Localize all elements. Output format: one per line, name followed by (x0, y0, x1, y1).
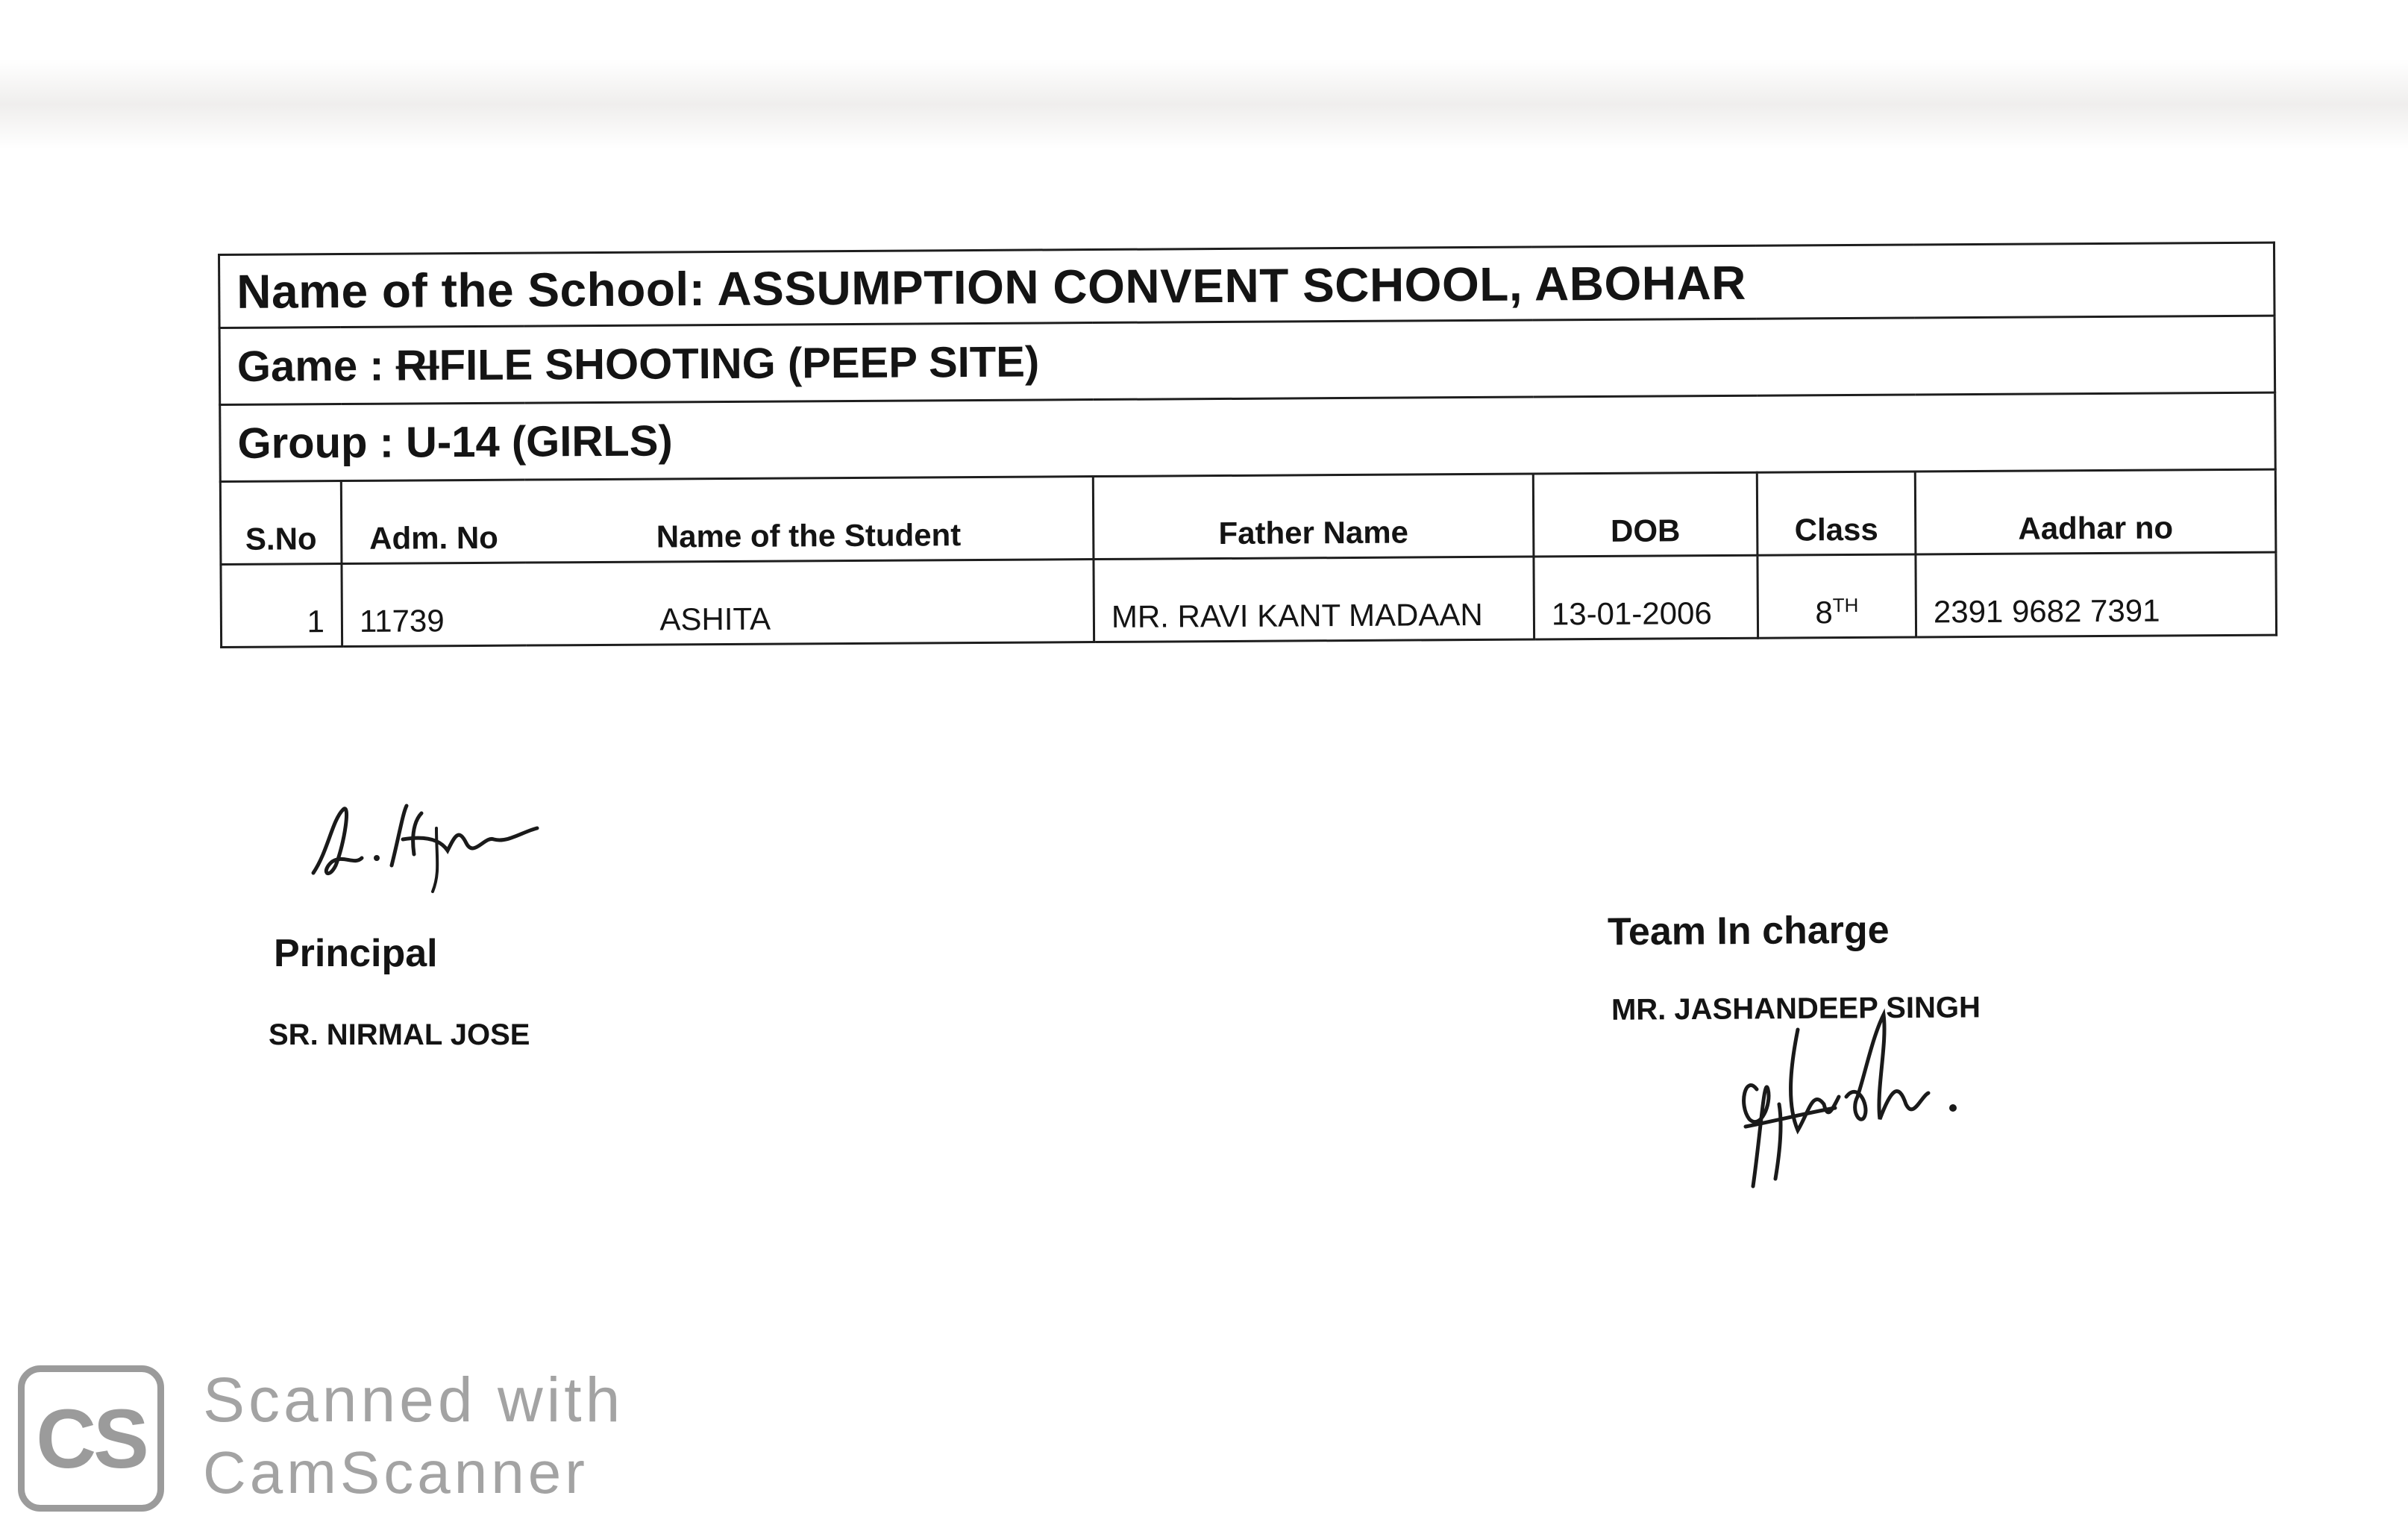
principal-signature (298, 783, 545, 895)
team-incharge-title: Team In charge (1607, 908, 1890, 954)
cell-father-name: MR. RAVI KANT MADAAN (1094, 557, 1534, 642)
principal-title: Principal (274, 932, 438, 975)
class-number: 8 (1815, 595, 1833, 630)
camscanner-badge-text: CS (36, 1391, 146, 1485)
cell-aadhar: 2391 9682 7391 (1916, 552, 2277, 637)
cell-class (1758, 554, 1916, 638)
group-row (220, 392, 2276, 481)
game-label: Game : (236, 341, 396, 391)
header-aadhar: Aadhar no (1915, 469, 2276, 554)
team-incharge-name: MR. JASHANDEEP SINGH (1611, 991, 1981, 1027)
table-row (221, 552, 2277, 647)
game-row (219, 316, 2275, 404)
class-suffix: TH (1832, 593, 1859, 617)
header-class: Class (1757, 472, 1916, 555)
team-incharge-signature (1716, 1000, 1984, 1194)
game-strikeout: RI (395, 340, 439, 390)
scan-shadow (0, 60, 2408, 149)
cell-student-name: ASHITA (525, 560, 1094, 646)
watermark-line-2: CamScanner (203, 1439, 589, 1506)
participant-table (218, 242, 2277, 648)
watermark-line-1: Scanned with (203, 1365, 624, 1435)
header-sno: S.No (220, 481, 342, 565)
header-father-name: Father Name (1093, 474, 1534, 559)
cell-dob: 13-01-2006 (1534, 555, 1758, 639)
game-cell (219, 316, 2275, 404)
principal-name: SR. NIRMAL JOSE (269, 1018, 530, 1051)
cell-sno: 1 (221, 564, 342, 648)
group-cell: Group : U-14 (GIRLS) (220, 392, 2276, 481)
column-header-row (220, 469, 2276, 564)
cell-adm-no: 11739 (342, 563, 526, 646)
school-name: Name of the School: ASSUMPTION CONVENT SCHOOL, ABOHAR (219, 242, 2275, 328)
header-dob: DOB (1533, 472, 1758, 557)
entry-form (218, 242, 2275, 648)
header-student-name: Name of the Student (524, 477, 1094, 563)
school-row (219, 242, 2275, 328)
header-adm-no: Adm. No (341, 480, 525, 563)
camscanner-logo-icon (18, 1365, 164, 1512)
game-name: FILE SHOOTING (PEEP SITE) (439, 336, 1040, 389)
